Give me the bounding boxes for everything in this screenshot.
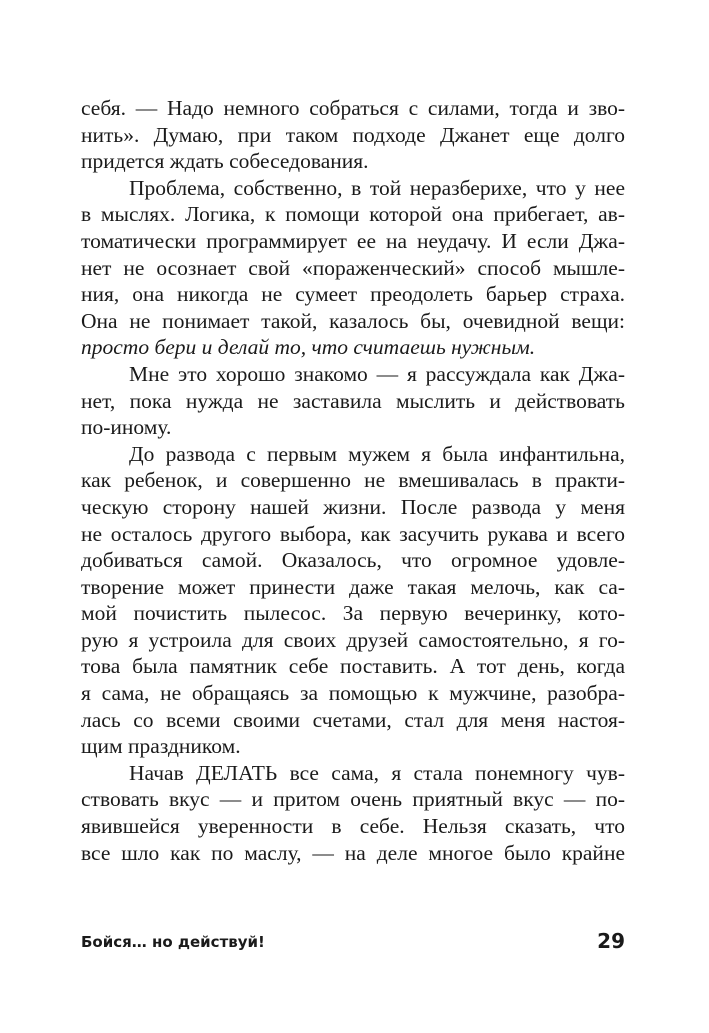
paragraph-4 <box>81 441 625 760</box>
text-line: добиваться самой. Оказалось, что огромное удовле- <box>81 548 625 573</box>
paragraph-2 <box>81 175 625 361</box>
text-line: не осталось другого выбора, как засучить рукава и всего <box>81 521 625 546</box>
text-line: в мыслях. Логика, к помощи которой она прибегает, ав- <box>81 202 625 227</box>
paragraph-1 <box>81 95 625 175</box>
text-line: нет, пока нужда не заставила мыслить и действовать <box>81 388 625 413</box>
text-line: как ребенок, и совершенно не вмешивалась в практи- <box>81 468 625 493</box>
text-line: Мне это хорошо знакомо — я рассуждала как Джа- <box>129 361 625 386</box>
running-title: Бойся… но действуй! <box>81 933 265 951</box>
text-line: ческую сторону нашей жизни. После развода у меня <box>81 494 625 519</box>
italic-text-line: просто бери и делай то, что считаешь нужным. <box>81 335 536 360</box>
text-line: явившейся уверенности в себе. Нельзя сказать, что <box>81 814 625 839</box>
text-line: ния, она никогда не сумеет преодолеть барьер страха. <box>81 282 625 307</box>
paragraph-3 <box>81 361 625 441</box>
text-line: себя. — Надо немного собраться с силами, тогда и зво- <box>81 96 625 120</box>
text-line: ствовать вкус — и притом очень приятный вкус — по- <box>81 787 625 812</box>
text-line: Начав ДЕЛАТЬ все сама, я стала понемногу чув- <box>129 760 625 785</box>
text-line: лась со всеми своими счетами, стал для меня настоя- <box>81 707 625 732</box>
text-line: по-иному. <box>81 415 172 440</box>
paragraph-5 <box>81 760 625 866</box>
text-line: щим праздником. <box>81 734 241 759</box>
text-line: До развода с первым мужем я была инфантильна, <box>129 441 625 466</box>
text-line: Она не понимает такой, казалось бы, очевидной вещи: <box>81 308 625 333</box>
text-line: нить». Думаю, при таком подходе Джанет еще долго <box>81 122 625 147</box>
text-line: творение может принести даже такая мелочь, как са- <box>81 574 625 599</box>
text-line: нет не осознает свой «пораженческий» способ мышле- <box>81 255 625 280</box>
text-line: рую я устроила для своих друзей самостоятельно, я го- <box>81 627 625 652</box>
page-footer <box>81 929 625 959</box>
text-line: все шло как по маслу, — на деле многое было крайне <box>81 840 625 865</box>
text-line: мой почистить пылесос. За первую вечеринку, кото- <box>81 601 625 626</box>
text-line: томатически программирует ее на неудачу. И если Джа- <box>81 228 625 253</box>
text-line: придется ждать собеседования. <box>81 149 369 174</box>
text-line: Проблема, собственно, в той неразберихе, что у нее <box>129 175 625 200</box>
body-text <box>81 95 625 866</box>
page-number: 29 <box>597 929 625 953</box>
text-line: я сама, не обращаясь за помощью к мужчине, разобра- <box>81 681 625 706</box>
text-line: това была памятник себе поставить. А тот день, когда <box>81 654 625 679</box>
